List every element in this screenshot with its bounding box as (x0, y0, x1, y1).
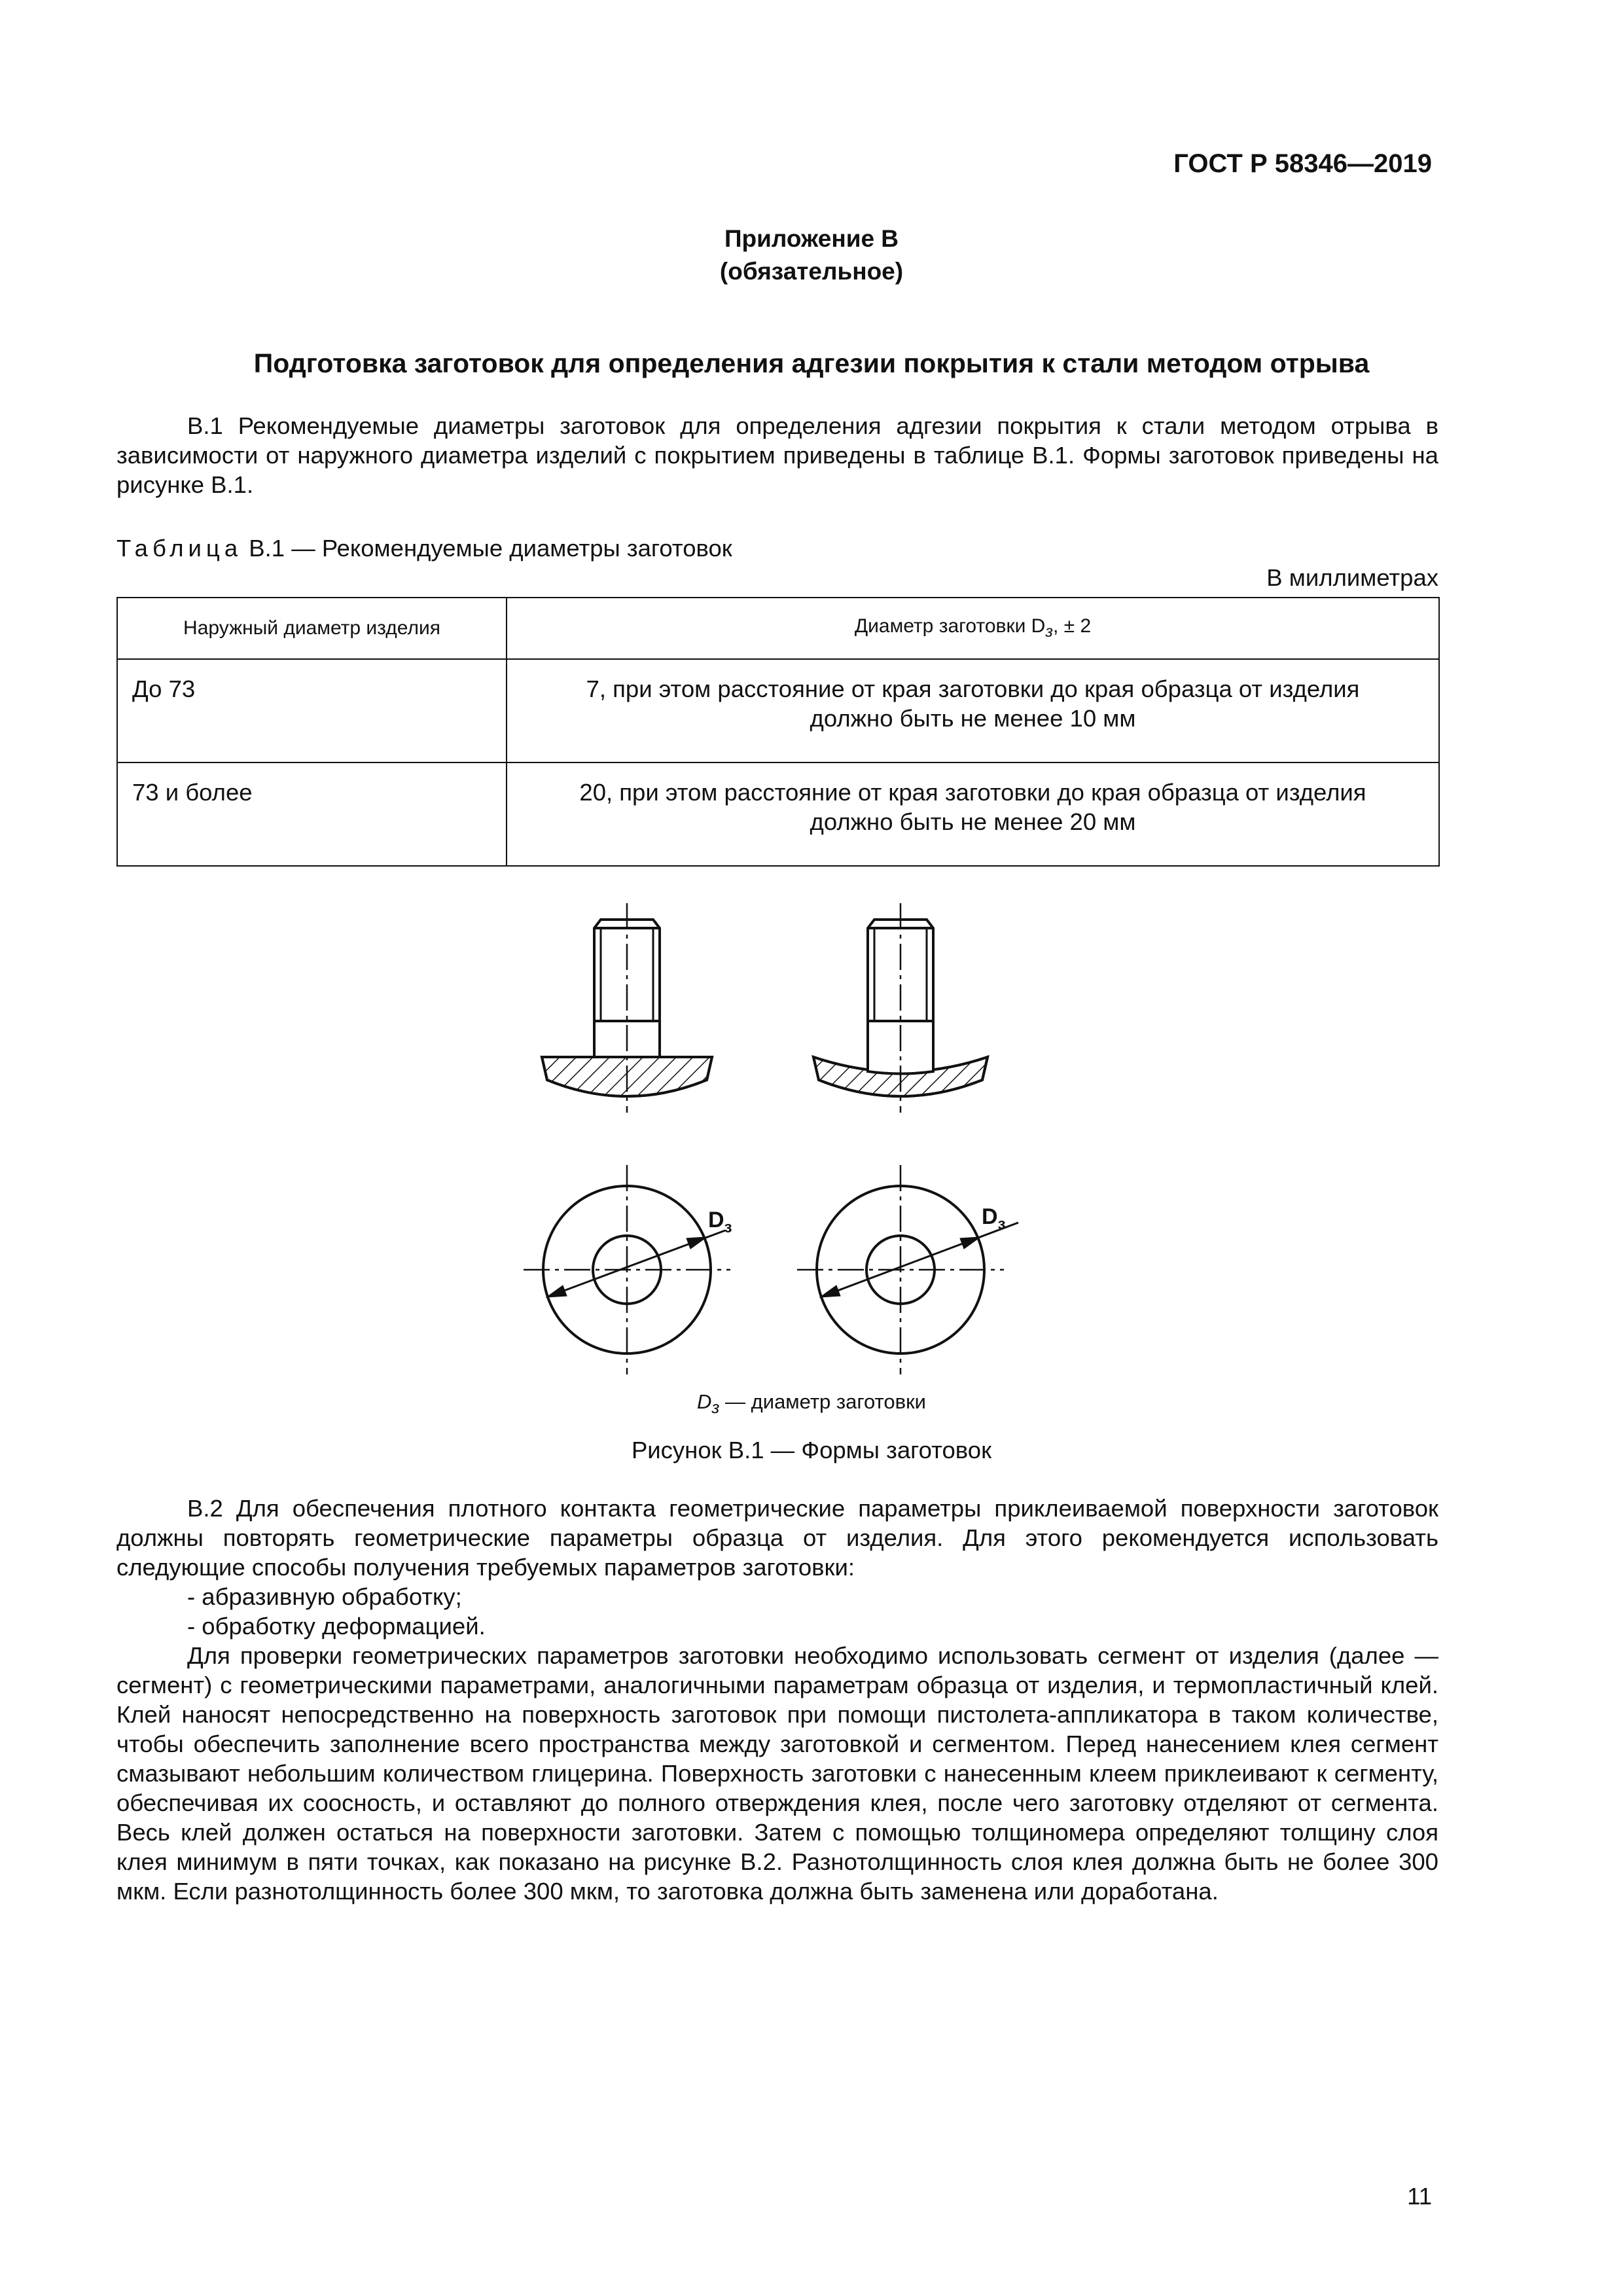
figure-note-text: — диаметр заготовки (719, 1390, 926, 1413)
standard-code: ГОСТ Р 58346—2019 (1173, 149, 1432, 178)
list-item: - обработку деформацией. (187, 1613, 486, 1640)
cell-value-line1: 7, при этом расстояние от края заготовки до края образца от изделия (586, 675, 1360, 702)
dim-label-right: $D_з$ (982, 1204, 1006, 1233)
figure-note-sub: з (711, 1399, 720, 1418)
paragraph-b1: В.1 Рекомендуемые диаметры заготовок для определения адгезии покрытия к стали методом отрыва в зависимости от наружного диаметра изделий с покрытием приведены в таблице В.1. Формы заготовок приведены на рисунке В.1. (116, 412, 1438, 498)
table-caption-rest: В.1 — Рекомендуемые диаметры заготовок (242, 535, 732, 562)
table-caption-prefix: Таблица (116, 535, 243, 562)
figure-note-symbol: D (697, 1390, 712, 1413)
cell-value-line2: должно быть не менее 20 мм (810, 808, 1136, 835)
header-blank-diameter-text: Диаметр заготовки D (854, 615, 1046, 637)
figure-note (0, 1390, 1623, 1418)
list-item: - абразивную обработку; (187, 1583, 462, 1610)
paragraph-b2: В.2 Для обеспечения плотного контакта геометрические параметры приклеиваемой поверхности заготовок должны повторять геометрические параметры образца от изделия. Для этого рекомендуется использовать следующие способы получения требуемых параметров заготовки: (116, 1495, 1438, 1581)
table-units: В миллиметрах (1266, 564, 1438, 591)
section-title: Подготовка заготовок для определения адгезии покрытия к стали методом отрыва (253, 348, 1370, 378)
cell-diameter: До 73 (117, 659, 507, 762)
cell-diameter: 73 и более (117, 762, 507, 866)
blank-flat-side-view (542, 903, 712, 1113)
header-outer-diameter: Наружный диаметр изделия (117, 598, 507, 659)
blank-top-view-right (797, 1165, 1018, 1374)
page-number: 11 (1407, 2183, 1432, 2210)
blank-curved-side-view (813, 903, 988, 1113)
paragraph-b3: Для проверки геометрических параметров заготовки необходимо использовать сегмент от изделия (далее — сегмент) с геометрическими параметрами, аналогичными параметрам образца от изделия, и термопластичный клей. Клей наносят непосредственно на поверхность заготовок при помощи пистолета-аппликатора в таком количестве, чтобы обеспечить заполнение всего пространства между заготовкой и сегментом. Перед нанесением клея сегмент смазывают небольшим количеством глицерина. Поверхность заготовки с нанесенным клеем приклеивают к сегменту, обеспечивая их соосность, и оставляют до полного отверждения клея, после чего заготовку отделяют от сегмента. Весь клей должен остаться на поверхности заготовки. Затем с помощью толщиномера определяют толщину слоя клея минимум в пяти точках, как показано на рисунке В.2. Разнотолщинность слоя клея должна быть не более 300 мкм. Если разнотолщинность более 300 мкм, то заготовка должна быть заменена или доработана. (116, 1642, 1438, 1905)
appendix-label: Приложение В (724, 225, 899, 252)
cell-value-line2: должно быть не менее 10 мм (810, 705, 1136, 732)
appendix-type: (обязательное) (719, 258, 904, 285)
header-subscript: з (1045, 622, 1053, 641)
dim-label-left: $D_з$ (708, 1208, 732, 1236)
figure-caption: Рисунок В.1 — Формы заготовок (631, 1437, 992, 1463)
header-tolerance: , ± 2 (1052, 615, 1092, 637)
cell-value-line1: 20, при этом расстояние от края заготовки до края образца от изделия (579, 779, 1366, 806)
blank-top-view-left (524, 1165, 730, 1374)
